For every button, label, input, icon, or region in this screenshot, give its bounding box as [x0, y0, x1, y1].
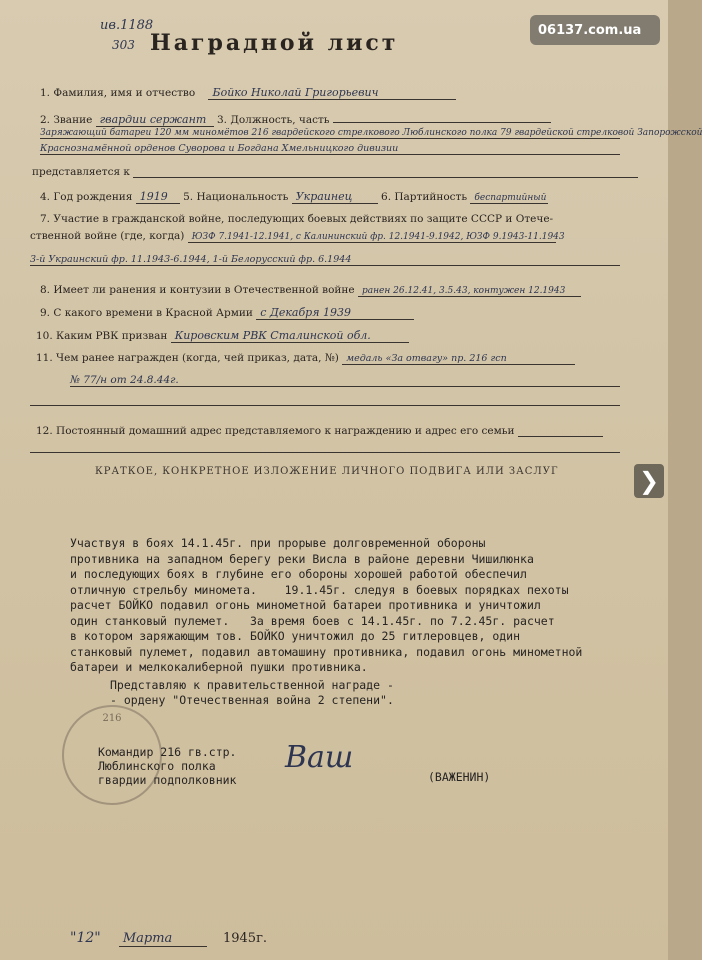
field-name-row [40, 86, 456, 100]
field-conscription-label: 10. Каким РВК призван [36, 330, 168, 342]
field-war-participation-row [30, 230, 565, 243]
field-position-value [333, 122, 551, 123]
commander-signature: Ваш [285, 740, 354, 775]
field-nominated-line [133, 177, 638, 178]
field-nationality-value: Украинец [292, 190, 378, 204]
narrative-text: Участвуя в боях 14.1.45г. при прорыве долговременной обороны противника на западном берегу реки Висла в районе деревни Чишилюнка и последующих боях в глубине его обороны хорошей работой обеспечил отличную стрельбу миномета. 19.1.45г. следуя в боевых порядках пехоты расчет БОЙКО подавил огонь минометной батареи противника и уничтожил один станковый пулемет. За время боев с 14.1.45г. по 7.2.45г. расчет в котором заряжающим тов. БОЙКО уничтожил до 25 гитлеровцев, один станковый пулемет, подавил автомашину противника, подавил огонь минометной батареи и мелкокалиберной пушки противника. [70, 536, 583, 674]
field-rank-label: 2. Звание [40, 114, 93, 126]
field-war-participation-value: ЮЗФ 7.1941-12.1941, с Калининский фр. 12.1941-9.1942, ЮЗФ 9.1943-11.1943 [188, 232, 556, 243]
stamp-text: 216 [102, 713, 122, 724]
field-rank-value: гвардии сержант [96, 113, 214, 127]
commander-title: Командир 216 гв.стр. Люблинского полка гвардии подполковник [98, 745, 237, 787]
field-address-line [518, 436, 603, 437]
field-address-label: 12. Постоянный домашний адрес представляемого к награждению и адрес его семьи [36, 425, 515, 437]
field-army-since-value: с Декабря 1939 [256, 306, 414, 320]
field-war-participation-label-a: 7. Участие в гражданской войне, последующих боевых действиях по защите СССР и Отече- [40, 213, 554, 225]
field-previous-awards-row [36, 352, 575, 365]
field-position-value-line2: Краснознамённой орденов Суворова и Богдана Хмельницкого дивизии [40, 143, 620, 155]
date-year: 1945г. [222, 931, 268, 946]
field-conscription-row [36, 329, 409, 343]
field-nationality-label: 5. Национальность [183, 191, 289, 203]
field-previous-awards-value-line2: № 77/н от 24.8.44г. [70, 374, 620, 387]
field-war-participation-label-b: ственной войне (где, когда) [30, 230, 185, 242]
field-army-since-label: 9. С какого времени в Красной Армии [40, 307, 253, 319]
field-address-row [36, 425, 603, 437]
archive-number-secondary: 303 [112, 38, 135, 52]
field-war-participation-value-line2: 3-й Украинский фр. 11.1943-6.1944, 1-й Белорусский фр. 6.1944 [30, 254, 620, 266]
field-position-label: 3. Должность, часть [216, 114, 330, 126]
narrative-heading: КРАТКОЕ, КОНКРЕТНОЕ ИЗЛОЖЕНИЕ ЛИЧНОГО ПОДВИГА ИЛИ ЗАСЛУГ [95, 466, 559, 477]
field-wounds-row [40, 284, 581, 297]
field-wounds-label: 8. Имеет ли ранения и контузии в Отечественной войне [40, 284, 355, 296]
field-name-label: 1. Фамилия, имя и отчество [40, 87, 196, 99]
field-nominated-label: представляется к [32, 166, 130, 178]
watermark-text: 06137.com.ua [538, 22, 642, 38]
commander-name: (ВАЖЕНИН) [428, 770, 491, 784]
blank-line [30, 405, 620, 406]
document-date [70, 930, 267, 947]
field-birth-label: 4. Год рождения [40, 191, 133, 203]
nomination-text: Представляю к правительственной награде - - ордену "Отечественная война 2 степени". [110, 678, 394, 707]
field-previous-awards-label: 11. Чем ранее награжден (когда, чей приказ, дата, №) [36, 352, 339, 364]
field-birth-row [40, 190, 548, 204]
field-wounds-value: ранен 26.12.41, 3.5.43, контужен 12.1943 [358, 286, 581, 297]
field-party-value: беспартийный [470, 193, 548, 204]
archive-number: ив.1188 [100, 18, 154, 33]
field-position-value-line1: Заряжающий батареи 120 мм миномётов 216 гвардейского стрелкового Люблинского полка 79 гвардейской стрелковой Запорожской [40, 128, 702, 138]
field-party-label: 6. Партийность [381, 191, 468, 203]
date-month: Марта [119, 931, 207, 947]
field-rank-row [40, 113, 551, 127]
field-previous-awards-value: медаль «За отвагу» пр. 216 гсп [342, 353, 575, 365]
chevron-right-icon[interactable]: ❯ [634, 464, 664, 498]
field-army-since-row [40, 306, 414, 320]
page-title: Наградной лист [150, 30, 399, 56]
field-name-value: Бойко Николай Григорьевич [208, 86, 456, 100]
field-conscription-value: Кировским РВК Сталинской обл. [171, 329, 409, 343]
field-nominated-row [32, 166, 638, 178]
site-watermark-logo [530, 15, 660, 45]
field-birth-value: 1919 [136, 190, 180, 204]
date-day: "12" [70, 930, 101, 946]
address-blank-line [30, 452, 620, 453]
